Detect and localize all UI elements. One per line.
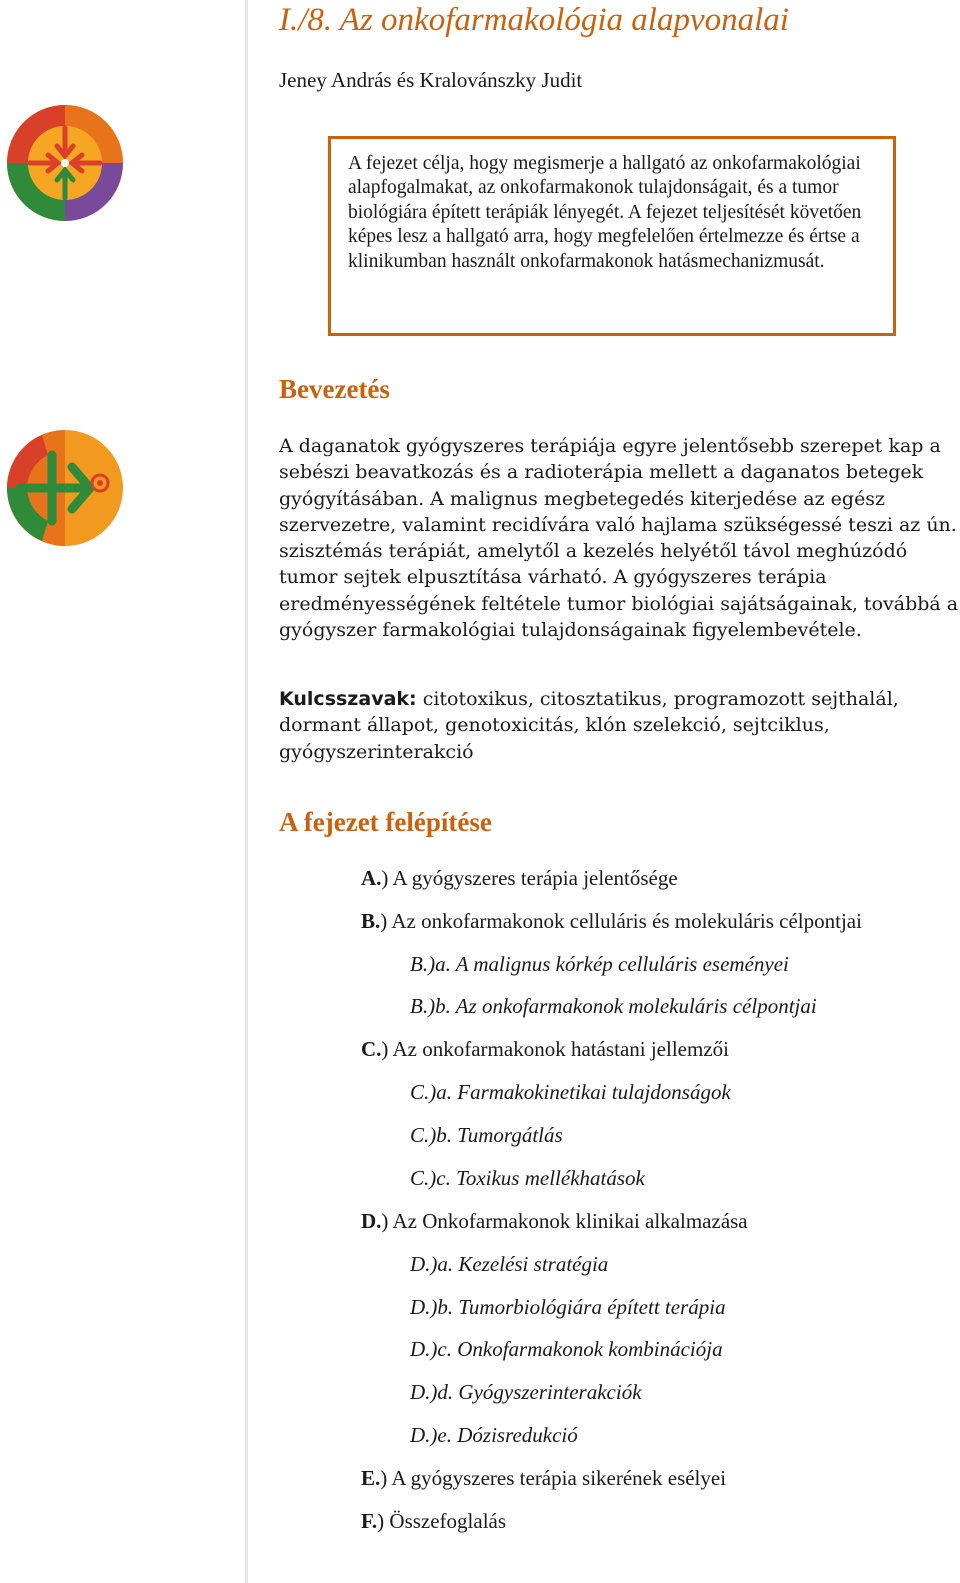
toc-item-c-a: C.)a. Farmakokinetikai tulajdonságok	[410, 1080, 731, 1104]
keywords-paragraph	[279, 686, 959, 765]
toc-item-b-a: B.)a. A malignus kórkép celluláris eseményei	[410, 952, 789, 976]
toc-item-a: A.) A gyógyszeres terápia jelentősége	[361, 866, 678, 890]
chapter-goal-text: A fejezet célja, hogy megismerje a hallgató az onkofarmakológiai alapfogalmakat, az onkofarmakonok tulajdonságait, és a tumor biológiára épített terápiák lényegét. A fejezet teljesítését követően képes lesz a hallgató arra, hogy megfelelően értelmezze és értse a klinikumban használt onkofarmakonok hatásmechanizmusát.	[348, 153, 862, 272]
authors: Jeney András és Kralovánszky Judit	[279, 68, 583, 92]
toc-item-d-b: D.)b. Tumorbiológiára épített terápia	[410, 1295, 726, 1319]
toc-item-e: E.) A gyógyszeres terápia sikerének esélyei	[361, 1466, 727, 1490]
converging-arrows-icon	[2, 100, 128, 226]
margin-divider	[245, 0, 248, 1583]
toc-item-c-c: C.)c. Toxikus mellékhatások	[410, 1166, 645, 1190]
toc-item-c: C.) Az onkofarmakonok hatástani jellemzői	[361, 1037, 729, 1061]
toc-item-d-c: D.)c. Onkofarmakonok kombinációja	[410, 1337, 723, 1361]
keywords-label: Kulcsszavak:	[279, 688, 417, 710]
intro-paragraph: A daganatok gyógyszeres terápiája egyre jelentősebb szerepet kap a sebészi beavatkozás és a radioterápia mellett a daganatos betegek gyógyításában. A malignus megbetegedés kiterjedése az egész szervezetre, valamint recidívára való hajlama szükségessé teszi az ún. szisztémás terápiát, amelytől a kezelés helyétől távol meghúzódó tumor sejtek elpusztítása várható. A gyógyszeres terápia eredményességének feltétele tumor biológiai sajátságainak, továbbá a gyógyszer farmakológiai tulajdonságainak figyelembevétele.	[279, 435, 959, 642]
chapter-title: I./8. Az onkofarmakológia alapvonalai	[279, 2, 789, 38]
toc-item-f: F.) Összefoglalás	[361, 1509, 507, 1533]
toc-item-d-d: D.)d. Gyógyszerinterakciók	[410, 1380, 642, 1404]
toc-item-b-b: B.)b. Az onkofarmakonok molekuláris célpontjai	[410, 994, 817, 1018]
chapter-goal-box	[328, 136, 896, 336]
arrow-target-icon	[2, 425, 128, 551]
intro-heading: Bevezetés	[279, 374, 390, 404]
toc-item-b: B.) Az onkofarmakonok celluláris és molekuláris célpontjai	[361, 909, 862, 933]
toc-item-d: D.) Az Onkofarmakonok klinikai alkalmazása	[361, 1209, 748, 1233]
toc-item-d-e: D.)e. Dózisredukció	[410, 1423, 578, 1447]
structure-heading: A fejezet felépítése	[279, 807, 492, 837]
toc-item-d-a: D.)a. Kezelési stratégia	[410, 1252, 609, 1276]
toc-item-c-b: C.)b. Tumorgátlás	[410, 1123, 563, 1147]
keywords-list: citotoxikus, citosztatikus, programozott sejthalál, dormant állapot, genotoxicitás, klón szelekció, sejtciklus, gyógyszerinterakció	[279, 688, 899, 763]
